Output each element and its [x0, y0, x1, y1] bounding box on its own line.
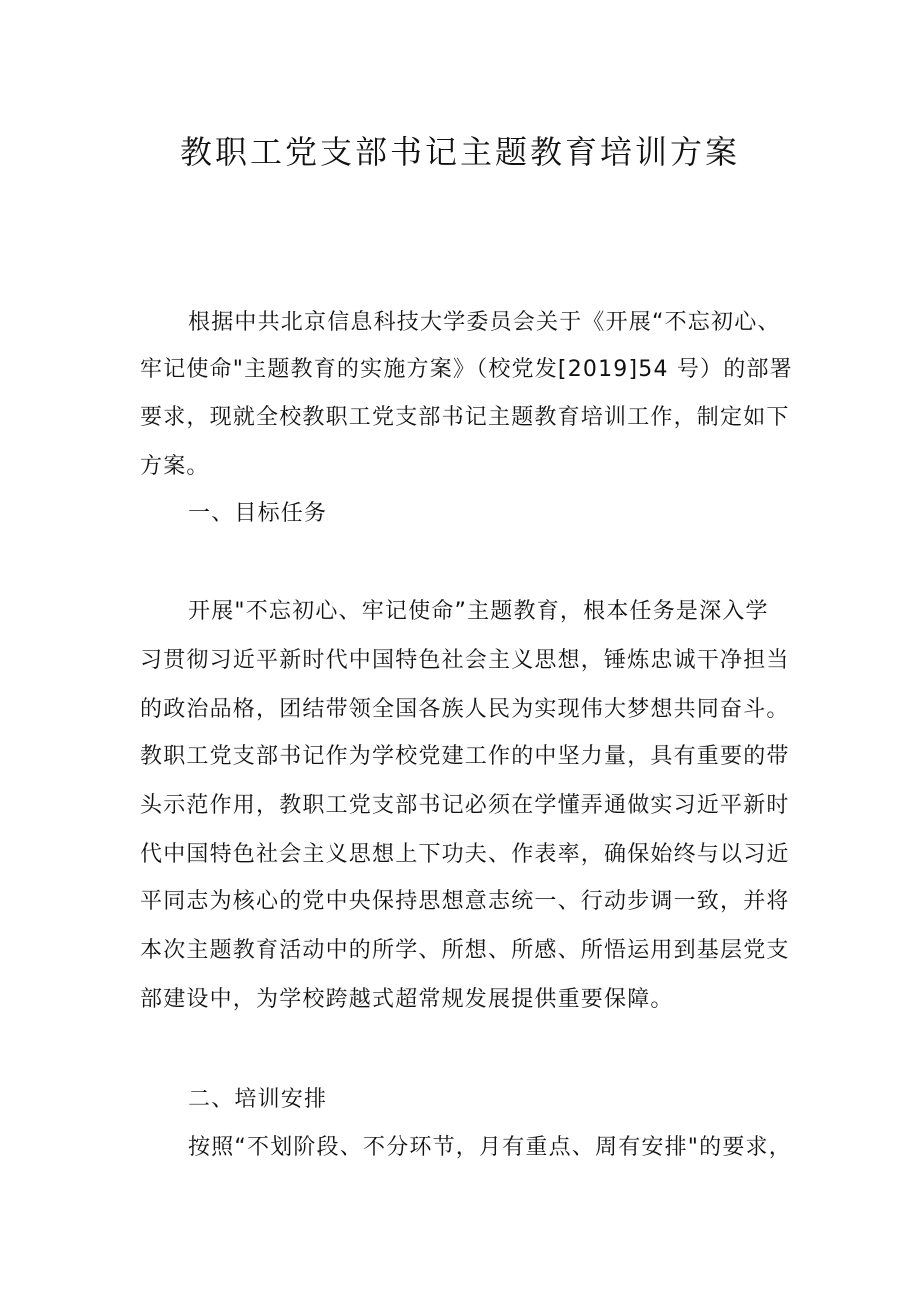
document-title: 教职工党支部书记主题教育培训方案 — [179, 133, 740, 171]
para1-line-3: 要求，现就全校教职工党支部书记主题教育培训工作，制定如下 — [140, 405, 790, 430]
para2-line-1: 开展"不忘初心、牢记使命”主题教育，根本任务是深入学 — [188, 599, 769, 624]
para3-line-1: 按照“不划阶段、不分环节，月有重点、周有安排"的要求， — [188, 1135, 792, 1160]
para1-line-4: 方案。 — [140, 454, 210, 479]
para2-line-3: 的政治品格，团结带领全国各族人民为实现伟大梦想共同奋斗。 — [140, 697, 790, 722]
para2-line-8: 本次主题教育活动中的所学、所想、所感、所悟运用到基层党支 — [140, 938, 790, 963]
para2-line-4: 教职工党支部书记作为学校党建工作的中坚力量，具有重要的带 — [140, 744, 790, 769]
para2-line-7: 平同志为核心的党中央保持思想意志统一、行动步调一致，并将 — [140, 889, 790, 914]
section-heading-2: 二、培训安排 — [188, 1087, 328, 1112]
para2-line-2: 习贯彻习近平新时代中国特色社会主义思想，锤炼忠诚干净担当 — [140, 648, 790, 673]
para2-line-5: 头示范作用，教职工党支部书记必须在学懂弄通做实习近平新时 — [140, 793, 790, 818]
para2-line-6: 代中国特色社会主义思想上下功夫、作表率，确保始终与以习近 — [140, 842, 790, 867]
para1-line-1: 根据中共北京信息科技大学委员会关于《开展“不忘初心、 — [188, 310, 781, 335]
para2-line-9: 部建设中，为学校跨越式超常规发展提供重要保障。 — [140, 987, 674, 1012]
section-heading-1: 一、目标任务 — [188, 501, 328, 526]
para1-line-2: 牢记使命"主题教育的实施方案》（校党发[2019]54 号）的部署 — [140, 357, 793, 382]
